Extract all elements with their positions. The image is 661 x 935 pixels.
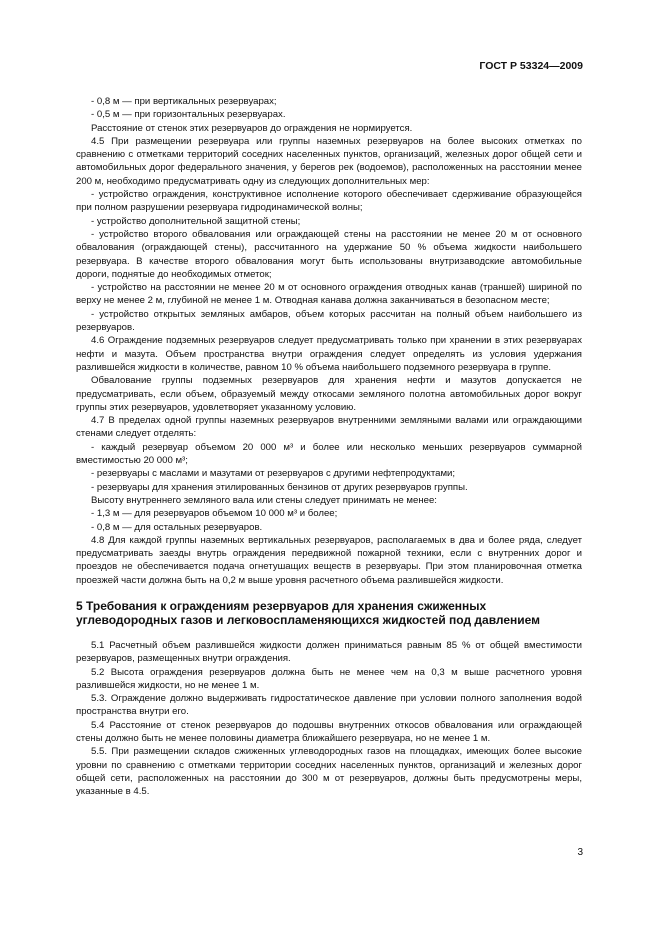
paragraph: 5.5. При размещении складов сжиженных углеводородных газов на площадках, имеющих более высокие уровни по сравнению с отметками территории соседних населенных пунктов, организаций и железных дорог общей сети, расположенных на расстоянии до 300 м от резервуаров, должны быть предусмотрены меры, указанные в 4.5. [76,746,582,798]
paragraph: 4.5 При размещении резервуара или группы наземных резервуаров на более высоких отметках по сравнению с отметками территорий соседних населенных пунктов, организаций, железных дорог общей сети и автомобильных дорог федерального значения, у берегов рек (водоемов), расположенных на расстоянии менее 200 м, необходимо предусматривать одну из следующих дополнительных мер: [76,135,582,187]
paragraph: Высоту внутреннего земляного вала или стены следует принимать не менее: [91,494,437,506]
paragraph: - каждый резервуар объемом 20 000 м³ и более или несколько меньших резервуаров суммарной вместимостью 20 000 м³; [76,441,582,467]
paragraph: - 1,3 м — для резервуаров объемом 10 000 м³ и более; [91,508,338,520]
paragraph: - 0,8 м — для остальных резервуаров. [91,521,263,533]
paragraph: - 0,5 м — при горизонтальных резервуарах. [91,109,286,121]
paragraph: - 0,8 м — при вертикальных резервуарах; [91,96,277,107]
paragraph: Расстояние от стенок этих резервуаров до ограждения не нормируется. [91,122,413,134]
paragraph: 5.3. Ограждение должно выдерживать гидростатическое давление при условии полного заполнения водой пространства внутри его. [76,693,582,718]
paragraph: - устройство дополнительной защитной стены; [91,215,301,227]
paragraph: 5.4 Расстояние от стенок резервуаров до подошвы внутренних откосов обвалования или ограждающей стены должно быть не менее половины диаметра ближайшего резервуара, но не менее 1 м. [76,719,582,745]
page-number: 3 [577,847,583,858]
paragraph: - устройство ограждения, конструктивное исполнение которого обеспечивает сдерживание образующейся при полном разрушении резервуара гидродинамической волны; [76,189,582,214]
document-header: ГОСТ Р 53324—2009 [479,60,583,72]
paragraph: 4.8 Для каждой группы наземных вертикальных резервуаров, располагаемых в два и более ряда, следует предусматривать заезды внутрь ограждения передвижной пожарной техники, если с внутренних дорог и проездов не обеспечивается подача огнетушащих веществ в резервуары. При этом планировочная отметка проезжей части должна быть на 0,2 м выше уровня расчетного объема разлившейся жидкости. [76,534,582,586]
paragraph: 4.6 Ограждение подземных резервуаров следует предусматривать только при хранении в этих резервуарах нефти и мазута. Объем пространства внутри ограждения следует определять из условия удержания разлившейся жидкости в количестве, равном 10 % объема наибольшего подземного резервуара в группе. [76,335,582,373]
page-body [76,95,582,799]
paragraph: - устройство второго обвалования или ограждающей стены на расстоянии не менее 20 м от основного обвалования (ограждающей стены), рассчитанного на удержание 50 % объема жидкости наибольшего резервуара. В качестве второго обвалования могут быть использованы внутризаводские автомобильные дороги, поднятые до необходимых отметок; [76,228,582,280]
paragraph: - резервуары с маслами и мазутами от резервуаров с другими нефтепродуктами; [91,468,456,480]
section-heading: 5 Требования к ограждениям резервуаров для хранения сжиженных углеводородных газов и легковоспламеняющихся жидкостей под давлением [76,598,541,628]
paragraph: - устройство открытых земляных амбаров, объем которых рассчитан на полный объем наибольшего из резервуаров. [76,308,582,334]
paragraph: Обвалование группы подземных резервуаров для хранения нефти и мазутов допускается не предусматривать, если объем, образуемый между откосами земляного полотна автомобильных дорог вокруг группы этих резервуаров, удовлетворяет указанному условию. [76,375,582,413]
paragraph: 5.2 Высота ограждения резервуаров должна быть не менее чем на 0,3 м выше расчетного уровня разлившейся жидкости, но не менее 1 м. [76,666,582,691]
paragraph: - устройство на расстоянии не менее 20 м от основного ограждения отводных канав (траншей) шириной по верху не менее 2 м, глубиной не менее 1 м. Отводная канава должна заканчиваться в безопасном месте; [76,282,582,307]
paragraph: - резервуары для хранения этилированных бензинов от других резервуаров группы. [91,481,468,493]
paragraph: 4.7 В пределах одной группы наземных резервуаров внутренними земляными валами или ограждающими стенами следует отделять: [76,415,582,440]
paragraph: 5.1 Расчетный объем разлившейся жидкости должен приниматься равным 85 % от общей вместимости резервуаров, размещенных внутри ограждения. [76,639,582,665]
